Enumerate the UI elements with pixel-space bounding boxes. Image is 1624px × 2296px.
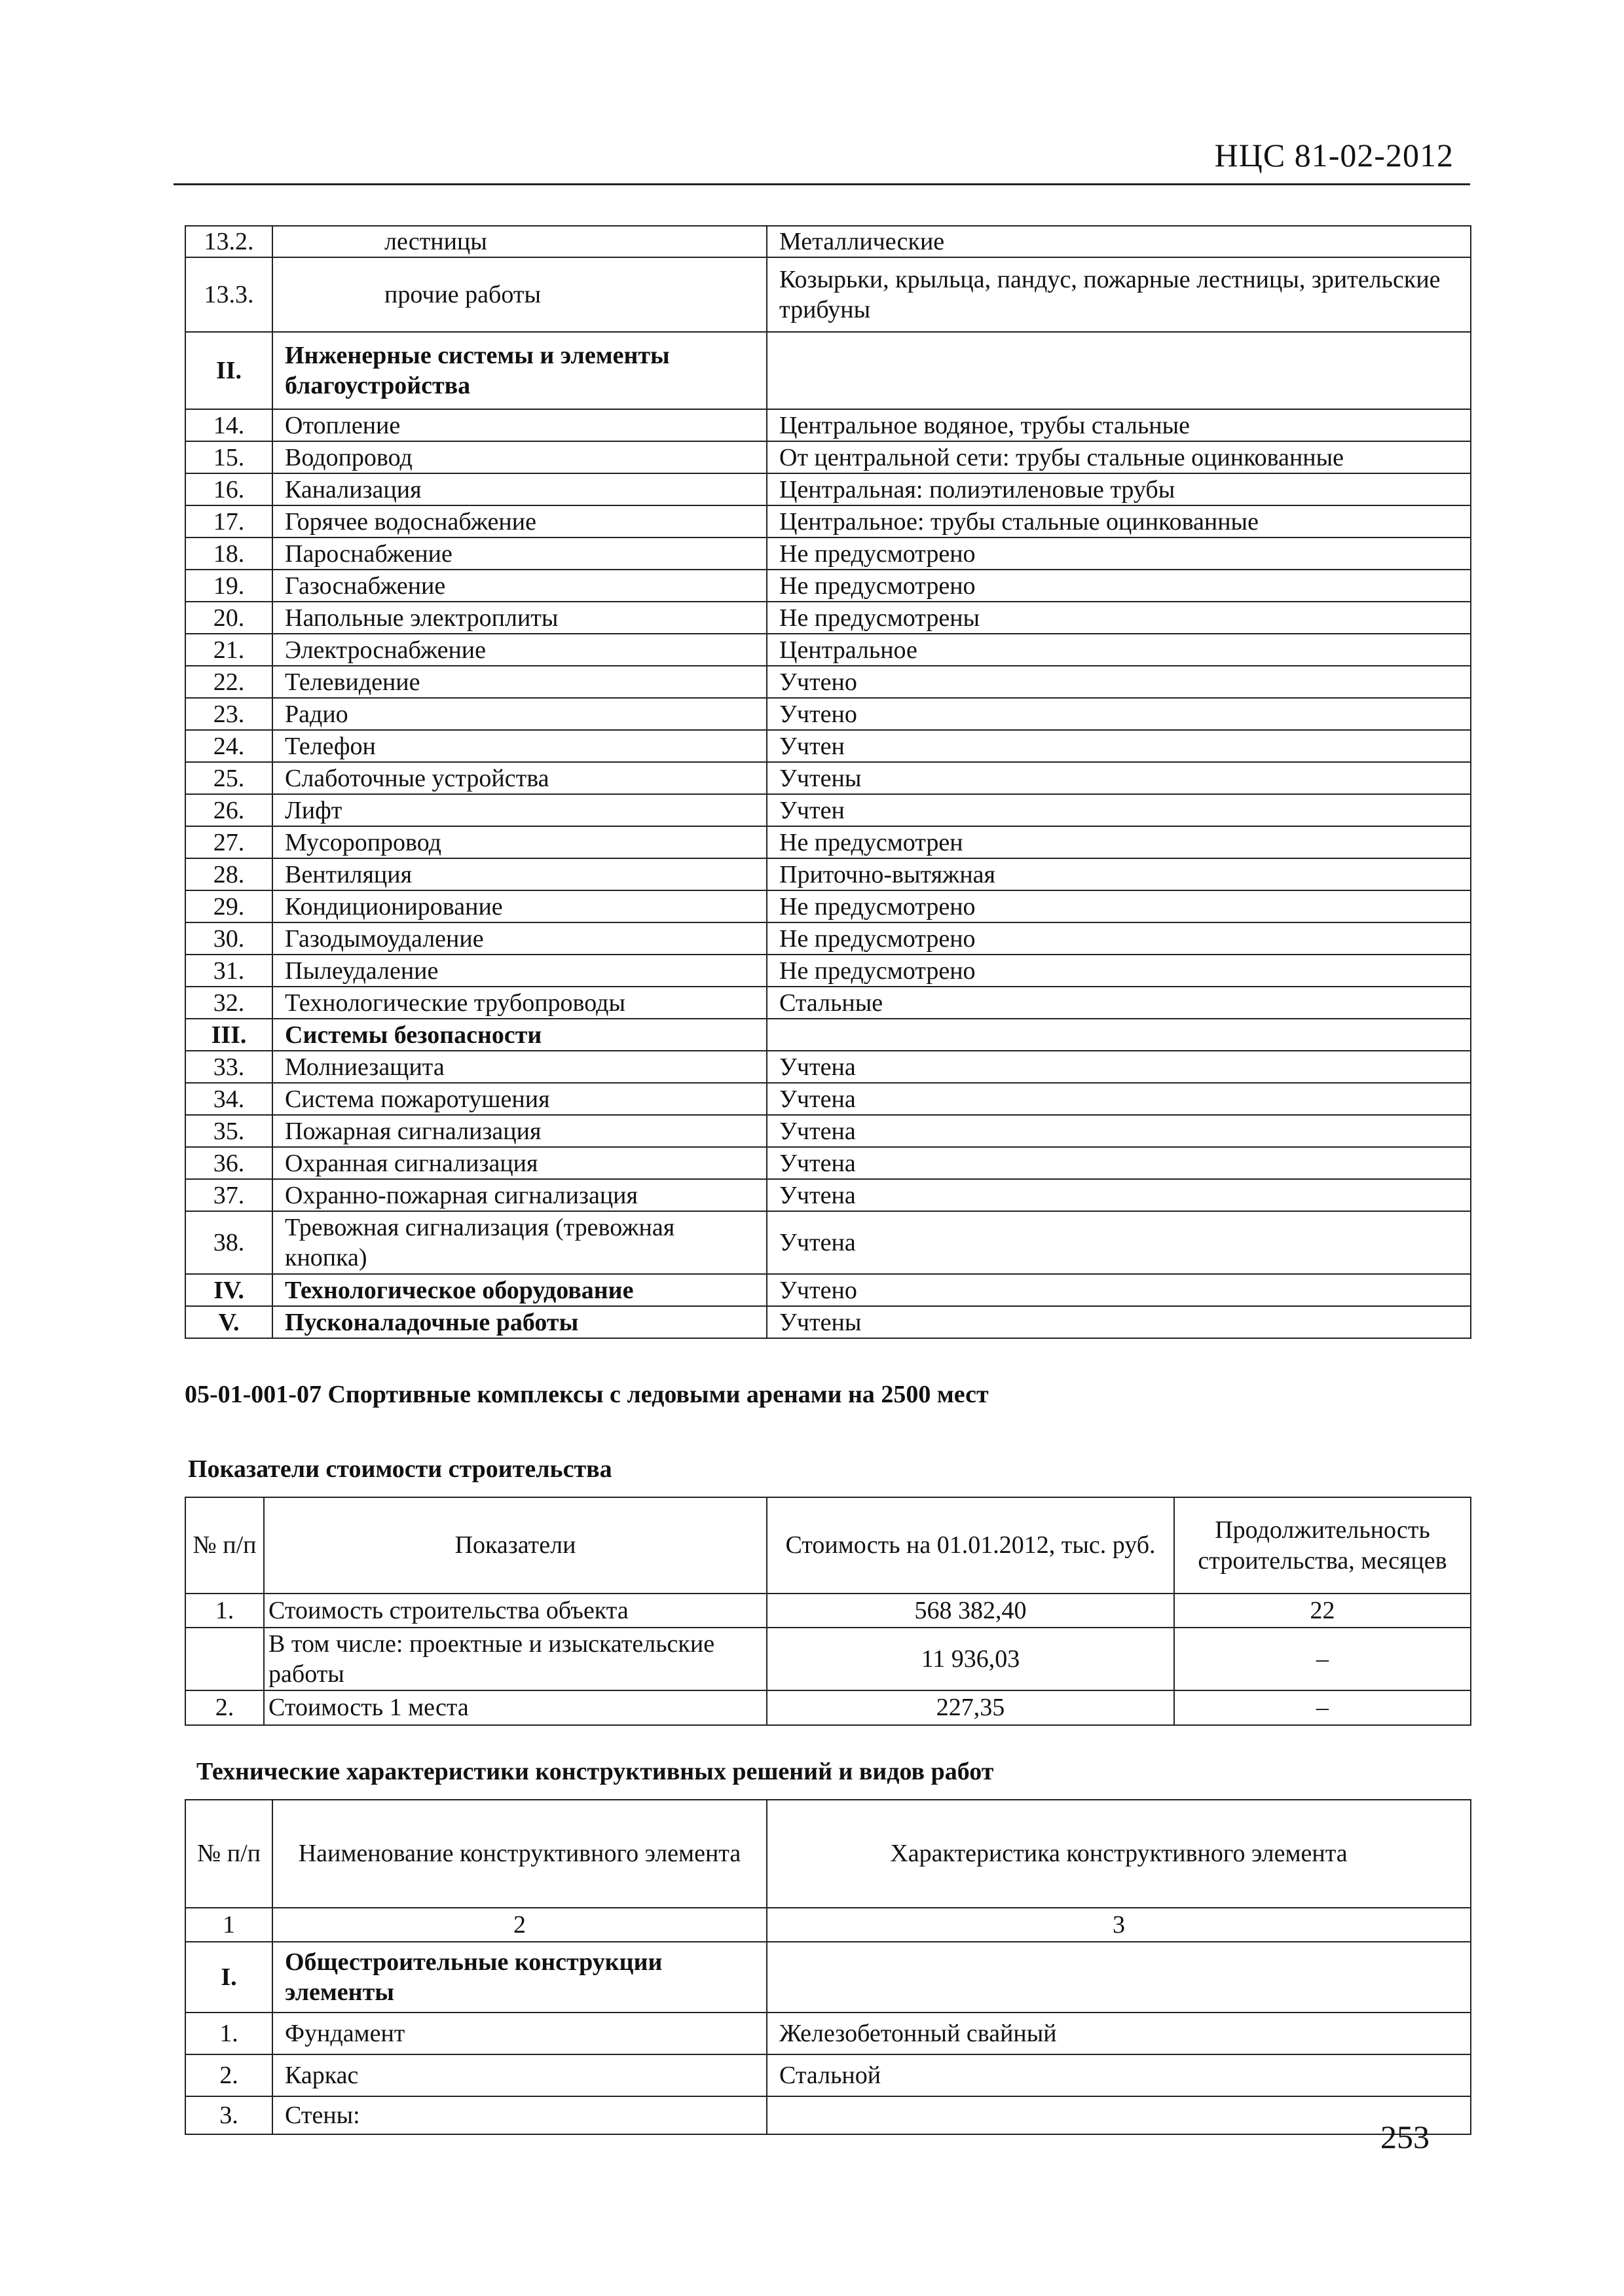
row-number: 27. [185, 826, 272, 858]
element-characteristic: Учтена [767, 1115, 1471, 1147]
element-name: лестницы [272, 226, 767, 257]
element-name: Молниезащита [272, 1051, 767, 1083]
element-characteristic: Центральное водяное, трубы стальные [767, 409, 1471, 441]
element-name: Охранно-пожарная сигнализация [272, 1179, 767, 1211]
document-code: НЦС 81-02-2012 [1214, 137, 1454, 173]
indicator-name: В том числе: проектные и изыскательские работы [264, 1628, 767, 1690]
row-number: 38. [185, 1211, 272, 1274]
duration-value: – [1174, 1690, 1471, 1724]
table-row [185, 1147, 1471, 1179]
table-row [185, 2013, 1471, 2054]
element-name: Телевидение [272, 666, 767, 698]
row-number: 29. [185, 890, 272, 922]
row-number: 13.2. [185, 226, 272, 257]
table-row [185, 730, 1471, 762]
table-row [185, 538, 1471, 570]
table-row [185, 826, 1471, 858]
table-row [185, 1274, 1471, 1306]
row-number: 23. [185, 698, 272, 730]
characteristics-table-continued [185, 225, 1471, 1339]
indicator-name: Стоимость 1 места [264, 1690, 767, 1724]
element-name: Технологические трубопроводы [272, 987, 767, 1019]
element-name: Пусконаладочные работы [272, 1306, 767, 1338]
row-number: III. [185, 1019, 272, 1051]
element-name: Каркас [272, 2054, 767, 2096]
row-number: 15. [185, 441, 272, 473]
element-characteristic: Центральная: полиэтиленовые трубы [767, 473, 1471, 505]
element-characteristic: Учтено [767, 698, 1471, 730]
table-row [185, 1594, 1471, 1628]
row-number: 28. [185, 858, 272, 890]
header-value: Характеристика конструктивного элемента [767, 1800, 1471, 1908]
column-number-1: 1 [185, 1908, 272, 1942]
table-row [185, 987, 1471, 1019]
element-characteristic: Центральное [767, 634, 1471, 666]
element-characteristic: Не предусмотрено [767, 955, 1471, 987]
element-name: Кондиционирование [272, 890, 767, 922]
element-name: Вентиляция [272, 858, 767, 890]
table-row [185, 1306, 1471, 1338]
element-characteristic: Учтены [767, 1306, 1471, 1338]
column-number-2: 2 [272, 1908, 767, 1942]
element-characteristic: От центральной сети: трубы стальные оцинкованные [767, 441, 1471, 473]
table-row [185, 441, 1471, 473]
row-number: 32. [185, 987, 272, 1019]
table-row [185, 257, 1471, 332]
row-number: II. [185, 332, 272, 409]
element-name: Стены: [272, 2096, 767, 2134]
element-name: Фундамент [272, 2013, 767, 2054]
table-row [185, 1179, 1471, 1211]
section-title: 05-01-001-07 Спортивные комплексы с ледовыми аренами на 2500 мест [185, 1381, 989, 1408]
table-row [185, 505, 1471, 538]
element-characteristic: Стальной [767, 2054, 1471, 2096]
row-number: 19. [185, 570, 272, 602]
row-number: 25. [185, 762, 272, 794]
table-row [185, 698, 1471, 730]
table-row [185, 922, 1471, 955]
element-characteristic: Центральное: трубы стальные оцинкованные [767, 505, 1471, 538]
element-name: Охранная сигнализация [272, 1147, 767, 1179]
row-number: 1. [185, 2013, 272, 2054]
tech-characteristics-table [185, 1799, 1471, 2135]
row-number: 17. [185, 505, 272, 538]
header-n: № п/п [185, 1497, 264, 1594]
row-number: 34. [185, 1083, 272, 1115]
row-number: 2. [185, 1690, 264, 1724]
cost-value: 227,35 [767, 1690, 1174, 1724]
indicator-name: Стоимость строительства объекта [264, 1594, 767, 1628]
element-characteristic [767, 2096, 1471, 2134]
element-characteristic: Учтена [767, 1211, 1471, 1274]
row-number: 20. [185, 602, 272, 634]
element-name: Технологическое оборудование [272, 1274, 767, 1306]
element-name: Отопление [272, 409, 767, 441]
row-number: 35. [185, 1115, 272, 1147]
element-characteristic: Железобетонный свайный [767, 2013, 1471, 2054]
page-number: 253 [1380, 2119, 1430, 2155]
header-name: Наименование конструктивного элемента [272, 1800, 767, 1908]
element-name: Пароснабжение [272, 538, 767, 570]
row-number: 2. [185, 2054, 272, 2096]
element-characteristic [767, 1942, 1471, 2013]
element-name: Системы безопасности [272, 1019, 767, 1051]
table-row [185, 1690, 1471, 1724]
element-characteristic: Не предусмотрено [767, 922, 1471, 955]
row-number: 14. [185, 409, 272, 441]
element-name: Электроснабжение [272, 634, 767, 666]
row-number: 18. [185, 538, 272, 570]
element-characteristic: Не предусмотрены [767, 602, 1471, 634]
column-number-3: 3 [767, 1908, 1471, 1942]
table-row [185, 955, 1471, 987]
header-rule [174, 183, 1470, 185]
header-duration: Продолжительность строительства, месяцев [1174, 1497, 1471, 1594]
element-name: прочие работы [272, 257, 767, 332]
table-row [185, 570, 1471, 602]
table-row [185, 473, 1471, 505]
table-row [185, 1628, 1471, 1690]
table-row [185, 602, 1471, 634]
cost-value: 11 936,03 [767, 1628, 1174, 1690]
row-number: 3. [185, 2096, 272, 2134]
row-number: 13.3. [185, 257, 272, 332]
row-number [185, 1628, 264, 1690]
element-name: Общестроительные конструкции элементы [272, 1942, 767, 2013]
row-number: 22. [185, 666, 272, 698]
row-number: 37. [185, 1179, 272, 1211]
table-row [185, 1942, 1471, 2013]
table-row [185, 666, 1471, 698]
table-row [185, 1211, 1471, 1274]
table-row [185, 890, 1471, 922]
table-row [185, 1051, 1471, 1083]
table-row [185, 226, 1471, 257]
header-indicator: Показатели [264, 1497, 767, 1594]
element-name: Напольные электроплиты [272, 602, 767, 634]
element-name: Слаботочные устройства [272, 762, 767, 794]
row-number: V. [185, 1306, 272, 1338]
element-characteristic: Учтена [767, 1051, 1471, 1083]
element-characteristic: Не предусмотрено [767, 570, 1471, 602]
element-characteristic: Учтена [767, 1147, 1471, 1179]
header-n: № п/п [185, 1800, 272, 1908]
element-characteristic: Учтены [767, 762, 1471, 794]
row-number: 33. [185, 1051, 272, 1083]
element-name: Телефон [272, 730, 767, 762]
element-name: Канализация [272, 473, 767, 505]
element-characteristic: Не предусмотрено [767, 890, 1471, 922]
table-row [185, 2096, 1471, 2134]
costs-title: Показатели стоимости строительства [188, 1455, 612, 1483]
element-name: Мусоропровод [272, 826, 767, 858]
table-row [185, 1083, 1471, 1115]
row-number: 26. [185, 794, 272, 826]
element-characteristic: Учтено [767, 1274, 1471, 1306]
element-name: Инженерные системы и элементы благоустройства [272, 332, 767, 409]
element-characteristic: Учтен [767, 794, 1471, 826]
element-characteristic: Учтено [767, 666, 1471, 698]
duration-value: – [1174, 1628, 1471, 1690]
row-number: 21. [185, 634, 272, 666]
element-name: Радио [272, 698, 767, 730]
table-row [185, 332, 1471, 409]
row-number: 30. [185, 922, 272, 955]
table-row [185, 858, 1471, 890]
duration-value: 22 [1174, 1594, 1471, 1628]
table-row [185, 634, 1471, 666]
row-number: IV. [185, 1274, 272, 1306]
element-characteristic: Не предусмотрено [767, 538, 1471, 570]
element-characteristic [767, 332, 1471, 409]
element-characteristic [767, 1019, 1471, 1051]
element-name: Система пожаротушения [272, 1083, 767, 1115]
element-name: Газоснабжение [272, 570, 767, 602]
element-name: Водопровод [272, 441, 767, 473]
element-name: Тревожная сигнализация (тревожная кнопка) [272, 1211, 767, 1274]
element-name: Пылеудаление [272, 955, 767, 987]
element-characteristic: Козырьки, крыльца, пандус, пожарные лестницы, зрительские трибуны [767, 257, 1471, 332]
table-row [185, 762, 1471, 794]
cost-indicators-table [185, 1497, 1471, 1726]
header-cost: Стоимость на 01.01.2012, тыс. руб. [767, 1497, 1174, 1594]
table-row [185, 1115, 1471, 1147]
row-number: 24. [185, 730, 272, 762]
element-characteristic: Стальные [767, 987, 1471, 1019]
element-characteristic: Не предусмотрен [767, 826, 1471, 858]
element-characteristic: Учтена [767, 1083, 1471, 1115]
row-number: 1. [185, 1594, 264, 1628]
tech-title: Технические характеристики конструктивных решений и видов работ [196, 1758, 994, 1785]
element-name: Горячее водоснабжение [272, 505, 767, 538]
element-characteristic: Приточно-вытяжная [767, 858, 1471, 890]
element-characteristic: Учтен [767, 730, 1471, 762]
element-characteristic: Учтена [767, 1179, 1471, 1211]
element-name: Пожарная сигнализация [272, 1115, 767, 1147]
cost-value: 568 382,40 [767, 1594, 1174, 1628]
table-row [185, 794, 1471, 826]
row-number: 16. [185, 473, 272, 505]
element-name: Лифт [272, 794, 767, 826]
table-row [185, 1019, 1471, 1051]
element-characteristic: Металлические [767, 226, 1471, 257]
row-number: 36. [185, 1147, 272, 1179]
element-name: Газодымоудаление [272, 922, 767, 955]
row-number: I. [185, 1942, 272, 2013]
table-row [185, 2054, 1471, 2096]
table-row [185, 409, 1471, 441]
row-number: 31. [185, 955, 272, 987]
